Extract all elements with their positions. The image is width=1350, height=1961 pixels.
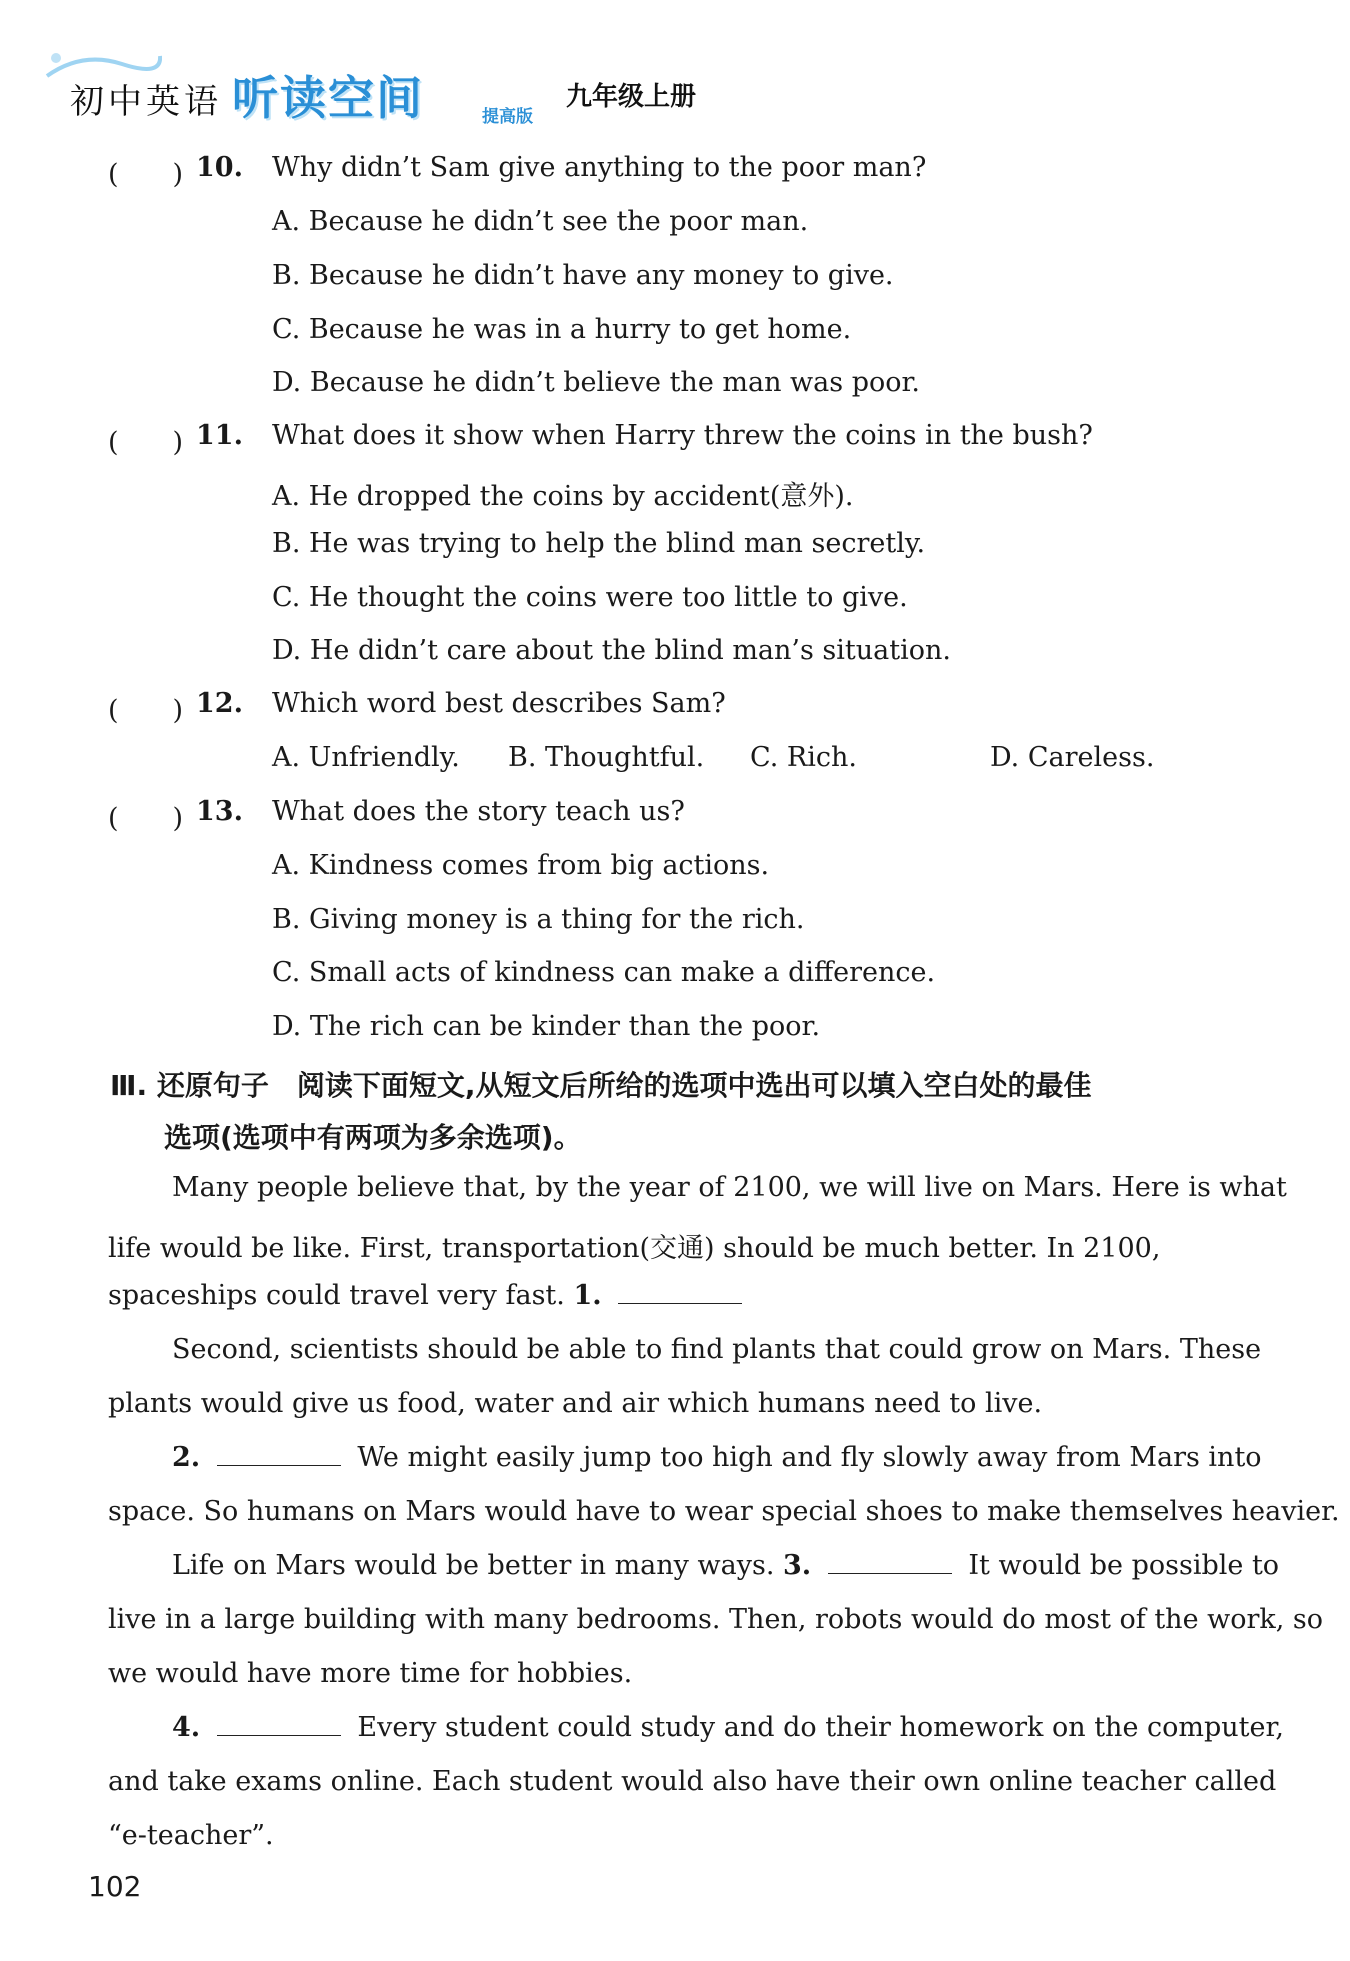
option-a: A. Because he didn’t see the poor man.	[272, 206, 809, 237]
grade-label: 九年级上册	[566, 82, 697, 112]
blank-4[interactable]	[217, 1713, 341, 1736]
passage-line	[172, 1442, 1300, 1473]
option-b: B. Giving money is a thing for the rich.	[272, 904, 805, 935]
passage-text: Life on Mars would be better in many ways.	[172, 1550, 775, 1581]
question-number: 13.	[196, 796, 243, 827]
option-b: B. He was trying to help the blind man secretly.	[272, 528, 926, 559]
passage-text: Every student could study and do their homework on the computer,	[357, 1712, 1285, 1743]
blank-number: 4.	[172, 1712, 201, 1743]
edition-label: 提高版	[482, 107, 533, 127]
passage-line: life would be like. First, transportation(交通) should be much better. In 2100,	[108, 1233, 1161, 1264]
passage-line: space. So humans on Mars would have to wear special shoes to make themselves heavier.	[108, 1496, 1340, 1527]
question-text: Why didn’t Sam give anything to the poor man?	[272, 152, 927, 183]
question-text: What does it show when Harry threw the coins in the bush?	[272, 420, 1093, 451]
option-c: C. Small acts of kindness can make a difference.	[272, 957, 936, 988]
blank-number: 1.	[573, 1280, 602, 1311]
blank-3[interactable]	[828, 1551, 952, 1574]
option-a: A. Unfriendly.	[272, 742, 460, 773]
blank-2[interactable]	[217, 1443, 341, 1466]
series-name: 初中英语	[70, 82, 222, 122]
blank-number: 3.	[783, 1550, 812, 1581]
page-number: 102	[88, 1870, 142, 1903]
passage-line: we would have more time for hobbies.	[108, 1658, 633, 1689]
option-a: A. He dropped the coins by accident(意外).	[272, 481, 854, 512]
question-number: 10.	[196, 152, 243, 183]
question-text: What does the story teach us?	[272, 796, 685, 827]
option-c: C. Because he was in a hurry to get home.	[272, 314, 852, 345]
option-c: C. He thought the coins were too little to give.	[272, 582, 908, 613]
passage-line: Second, scientists should be able to find plants that could grow on Mars. These	[172, 1334, 1262, 1365]
blank-1[interactable]	[618, 1281, 742, 1304]
passage-text: We might easily jump too high and fly slowly away from Mars into	[357, 1442, 1262, 1473]
passage-line: Many people believe that, by the year of 2100, we will live on Mars. Here is what	[172, 1172, 1287, 1203]
passage-line	[108, 1280, 1236, 1311]
question-number: 11.	[196, 420, 243, 451]
passage-line: live in a large building with many bedrooms. Then, robots would do most of the work, so	[108, 1604, 1324, 1635]
answer-paren: ( )	[108, 427, 184, 458]
option-a: A. Kindness comes from big actions.	[272, 850, 770, 881]
passage-text: It would be possible to	[968, 1550, 1280, 1581]
option-d: D. Because he didn’t believe the man was poor.	[272, 367, 921, 398]
answer-paren: ( )	[108, 159, 184, 190]
brand-title: 听读空间	[232, 71, 424, 125]
answer-paren: ( )	[108, 803, 184, 834]
passage-line: plants would give us food, water and air which humans need to live.	[108, 1388, 1043, 1419]
option-c: C. Rich.	[750, 742, 857, 773]
question-text: Which word best describes Sam?	[272, 688, 726, 719]
blank-number: 2.	[172, 1442, 201, 1473]
question-number: 12.	[196, 688, 243, 719]
option-d: D. The rich can be kinder than the poor.	[272, 1011, 821, 1042]
passage-text: spaceships could travel very fast.	[108, 1280, 565, 1311]
section-title: Ⅲ. 还原句子 阅读下面短文,从短文后所给的选项中选出可以填入空白处的最佳	[110, 1069, 1092, 1102]
page-header	[70, 52, 770, 132]
option-b: B. Thoughtful.	[508, 742, 705, 773]
passage-line: and take exams online. Each student would also have their own online teacher called	[108, 1766, 1277, 1797]
passage-line: “e-teacher”.	[108, 1820, 274, 1851]
option-d: D. He didn’t care about the blind man’s situation.	[272, 635, 951, 666]
passage-line	[172, 1712, 1300, 1743]
section-title-cont: 选项(选项中有两项为多余选项)。	[164, 1121, 582, 1154]
option-d: D. Careless.	[990, 742, 1155, 773]
passage-line	[172, 1550, 1300, 1581]
option-b: B. Because he didn’t have any money to give.	[272, 260, 894, 291]
answer-paren: ( )	[108, 695, 184, 726]
